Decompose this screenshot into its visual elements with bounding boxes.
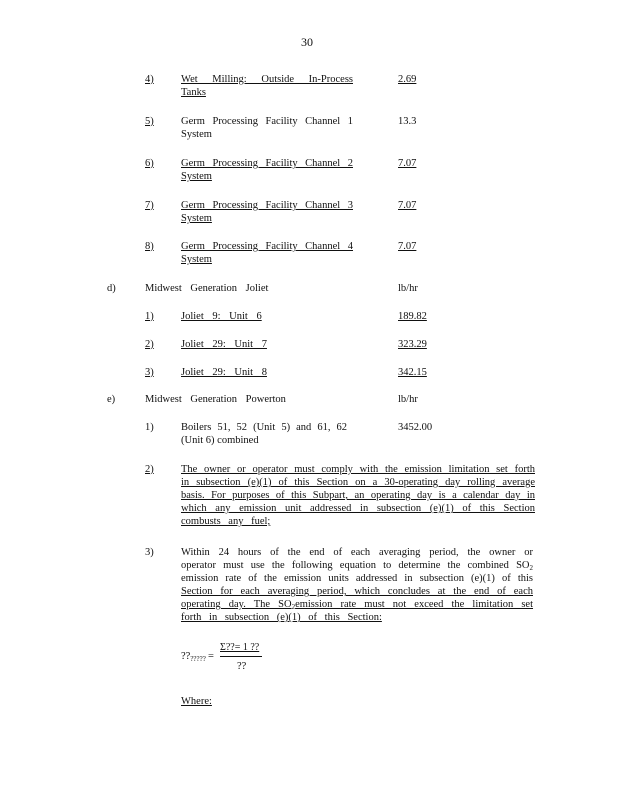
section-d-title: Midwest Generation Joliet <box>145 283 269 294</box>
d-item-value: 189.82 <box>398 311 427 322</box>
equation-lhs-subscript: ????? <box>190 655 206 663</box>
equation-denominator: ?? <box>237 661 247 672</box>
c-item-line2 <box>181 170 353 183</box>
d-item-value: 342.15 <box>398 367 427 378</box>
c-item-text <box>181 157 353 183</box>
c-item-number: 7) <box>145 200 154 211</box>
e-item3-paragraph <box>181 546 533 624</box>
c-item-line2-text: System <box>181 213 212 224</box>
c-item-line1: Germ Processing Facility Channel 3 <box>181 200 353 211</box>
e-item3-line3: emission rate of the emission units addressed in subsection (e)(1) of this <box>181 573 533 584</box>
e-item3-line2-text: operator must use the following equation to determine the combined SO <box>181 560 530 571</box>
e-item3-number: 3) <box>145 547 154 558</box>
c-item-number: 4) <box>145 74 154 85</box>
d-item-number: 1) <box>145 311 154 322</box>
d-item-value: 323.29 <box>398 339 427 350</box>
e-item3-line5-text-a: operating day. The SO <box>181 599 292 610</box>
e-item3-line1: Within 24 hours of the end of each averaging period, the owner or <box>181 547 533 558</box>
e-item2-line: combusts any fuel; <box>181 516 271 527</box>
e-item3-line5-text-b: emission rate must not exceed the limitation set <box>295 599 534 610</box>
c-item-value: 2.69 <box>398 74 417 85</box>
c-item-text <box>181 73 353 99</box>
c-item-text <box>181 240 353 266</box>
c-item-value: 7.07 <box>398 158 417 169</box>
c-item-line2-text: System <box>181 171 212 182</box>
c-item-line2-text: System <box>181 129 212 140</box>
d-item-label: Joliet 9: Unit 6 <box>181 311 262 322</box>
e-item3-line5-subscript: 2 <box>291 603 296 611</box>
c-item-line2 <box>181 253 353 266</box>
e-item2-number: 2) <box>145 464 154 475</box>
section-e-letter: e) <box>107 394 116 405</box>
equation-lhs <box>181 650 206 663</box>
d-item-number: 2) <box>145 339 154 350</box>
e-item3-line2 <box>181 559 533 572</box>
c-item-number: 8) <box>145 241 154 252</box>
where-label: Where: <box>181 696 212 707</box>
c-item-text <box>181 115 353 141</box>
c-item-line2 <box>181 86 353 99</box>
c-item-line1: Germ Processing Facility Channel 2 <box>181 158 353 169</box>
c-item-line2-text: Tanks <box>181 87 206 98</box>
e-item3-line6: forth in subsection (e)(1) of this Section: <box>181 612 382 623</box>
e-item3-line5 <box>181 598 533 611</box>
c-item-line2-text: System <box>181 254 212 265</box>
c-item-line1: Germ Processing Facility Channel 4 <box>181 241 353 252</box>
c-item-number: 6) <box>145 158 154 169</box>
d-item-label: Joliet 29: Unit 8 <box>181 367 267 378</box>
c-item-value: 7.07 <box>398 200 417 211</box>
e-item3-line4: Section for each averaging period, which concludes at the end of each <box>181 586 533 597</box>
e-item2-line: The owner or operator must comply with the emission limitation set forth <box>181 464 535 475</box>
e-item1-line2: (Unit 6) combined <box>181 435 259 446</box>
c-item-value: 7.07 <box>398 241 417 252</box>
section-d-unit: lb/hr <box>398 283 418 294</box>
e-item1-number: 1) <box>145 422 154 433</box>
e-item1-text <box>181 421 347 447</box>
equation-fraction-bar <box>220 656 262 657</box>
equation-numerator: Σ??= 1 ?? <box>220 642 260 653</box>
e-item2-line: basis. For purposes of this Subpart, an operating day is a calendar day in <box>181 490 535 501</box>
e-item1-value: 3452.00 <box>398 422 433 433</box>
c-item-line1: Germ Processing Facility Channel 1 <box>181 116 353 127</box>
c-item-number: 5) <box>145 116 154 127</box>
section-e-unit: lb/hr <box>398 394 418 405</box>
c-item-line2 <box>181 128 353 141</box>
c-item-line1: Wet Milling: Outside In-Process <box>181 74 353 85</box>
e-item3-line2-subscript: 2 <box>529 564 533 572</box>
c-item-text <box>181 199 353 225</box>
section-e-title: Midwest Generation Powerton <box>145 394 286 405</box>
equation-lhs-symbol: ?? <box>181 651 191 662</box>
e-item2-paragraph <box>181 463 535 528</box>
c-item-line2 <box>181 212 353 225</box>
e-item1-line1: Boilers 51, 52 (Unit 5) and 61, 62 <box>181 422 347 433</box>
e-item2-line: in subsection (e)(1) of this Section on a 30-operating day rolling average <box>181 477 535 488</box>
d-item-label: Joliet 29: Unit 7 <box>181 339 267 350</box>
e-item2-line: which any emission unit addressed in subsection (e)(1) of this Section <box>181 503 535 514</box>
equation-equals: = <box>208 651 214 662</box>
c-item-value: 13.3 <box>398 116 417 127</box>
page-number: 30 <box>301 35 313 49</box>
section-d-letter: d) <box>107 283 116 294</box>
d-item-number: 3) <box>145 367 154 378</box>
